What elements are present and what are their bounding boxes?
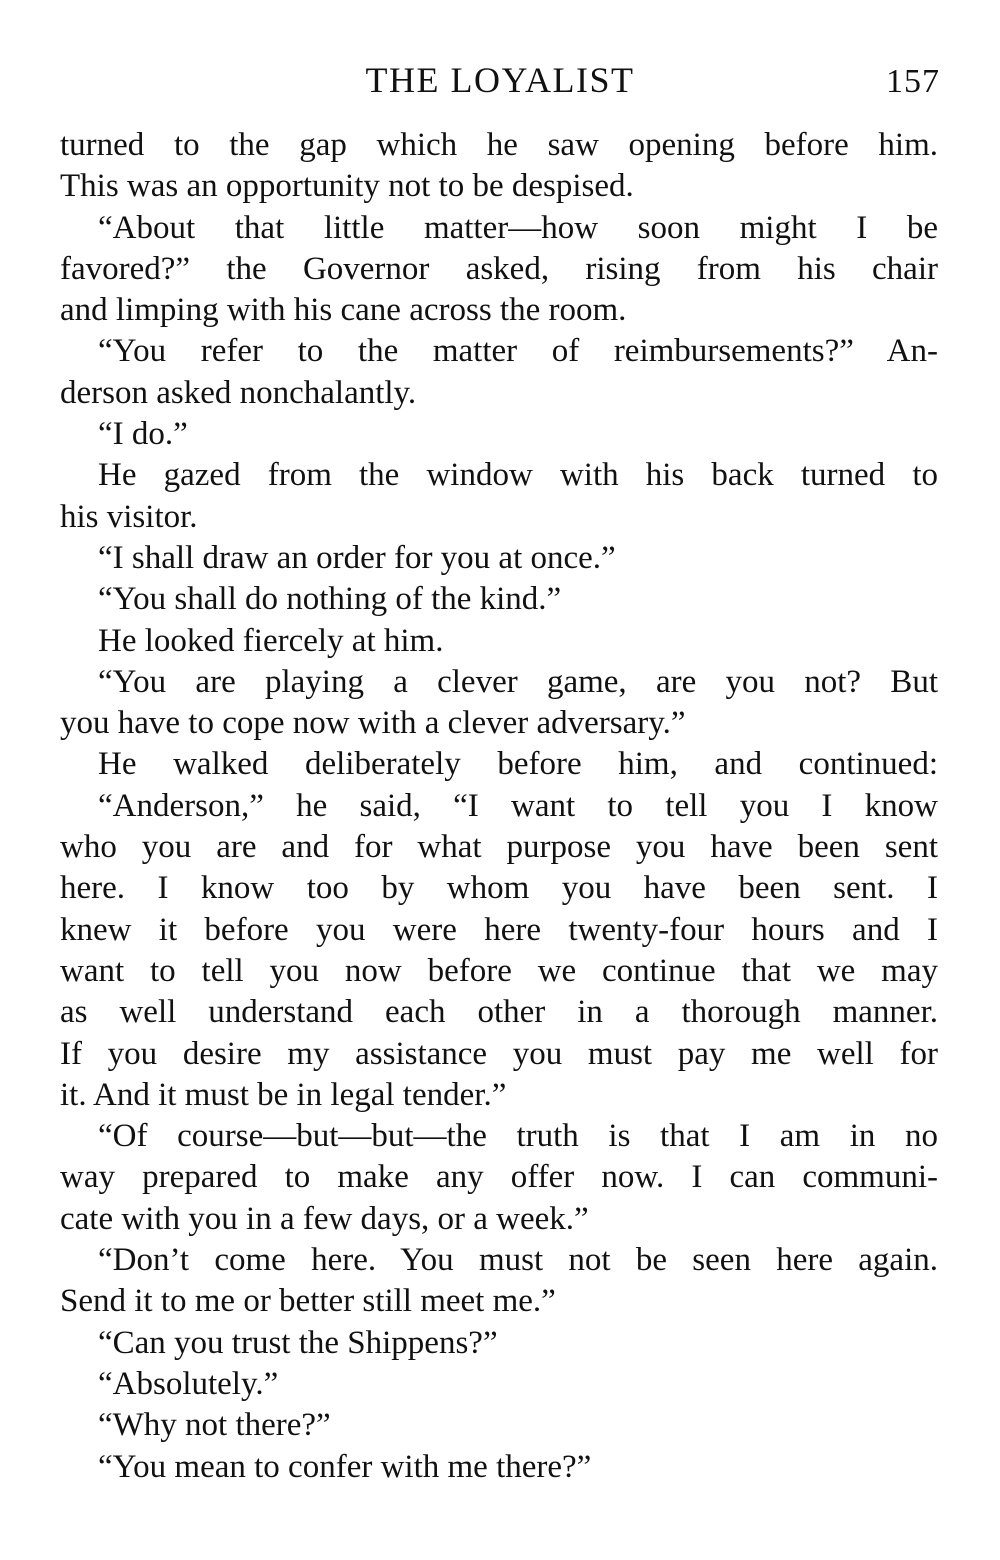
text-line: as well understand each other in a thorough manner. (60, 994, 938, 1031)
text-line: He gazed from the window with his back turned to (98, 457, 938, 494)
running-head (60, 58, 940, 102)
text-line: you have to cope now with a clever adversary.” (60, 705, 686, 742)
text-line: He walked deliberately before him, and continued: (98, 746, 938, 783)
text-line: “Absolutely.” (98, 1365, 279, 1402)
text-line: “Anderson,” he said, “I want to tell you I know (98, 787, 938, 824)
text-line: and limping with his cane across the room. (60, 292, 627, 329)
text-line: “Can you trust the Shippens?” (98, 1324, 498, 1361)
text-line: knew it before you were here twenty-four hours and I (60, 911, 938, 948)
page-number: 157 (886, 63, 940, 100)
running-title: THE LOYALIST (365, 60, 635, 100)
text-line: “You shall do nothing of the kind.” (98, 581, 562, 618)
text-line: “Why not there?” (98, 1407, 331, 1444)
text-line: “You are playing a clever game, are you not? But (98, 663, 938, 700)
text-line: want to tell you now before we continue that we may (60, 952, 938, 989)
text-line: “I do.” (98, 416, 188, 453)
text-line: “You refer to the matter of reimbursements?” An- (98, 333, 938, 370)
text-line: “Don’t come here. You must not be seen here again. (98, 1242, 938, 1279)
text-line: He looked fiercely at him. (98, 622, 444, 659)
text-line: here. I know too by whom you have been sent. I (60, 870, 938, 907)
text-line: his visitor. (60, 498, 198, 535)
text-line: it. And it must be in legal tender.” (60, 1076, 507, 1113)
text-line: If you desire my assistance you must pay me well for (60, 1035, 938, 1072)
text-line: “I shall draw an order for you at once.” (98, 539, 616, 576)
body-text (60, 125, 938, 1488)
text-line: “About that little matter—how soon might I be (98, 209, 938, 246)
text-line: Send it to me or better still meet me.” (60, 1283, 556, 1320)
text-line: “You mean to confer with me there?” (98, 1448, 592, 1485)
text-line: derson asked nonchalantly. (60, 374, 417, 411)
text-line: who you are and for what purpose you have been sent (60, 829, 938, 866)
text-line: favored?” the Governor asked, rising from his chair (60, 250, 938, 287)
text-line: turned to the gap which he saw opening before him. (60, 127, 938, 163)
text-line: way prepared to make any offer now. I can communi- (60, 1159, 938, 1196)
text-line: This was an opportunity not to be despised. (60, 168, 634, 205)
text-line: cate with you in a few days, or a week.” (60, 1200, 589, 1237)
text-line: “Of course—but—but—the truth is that I am in no (98, 1118, 938, 1155)
